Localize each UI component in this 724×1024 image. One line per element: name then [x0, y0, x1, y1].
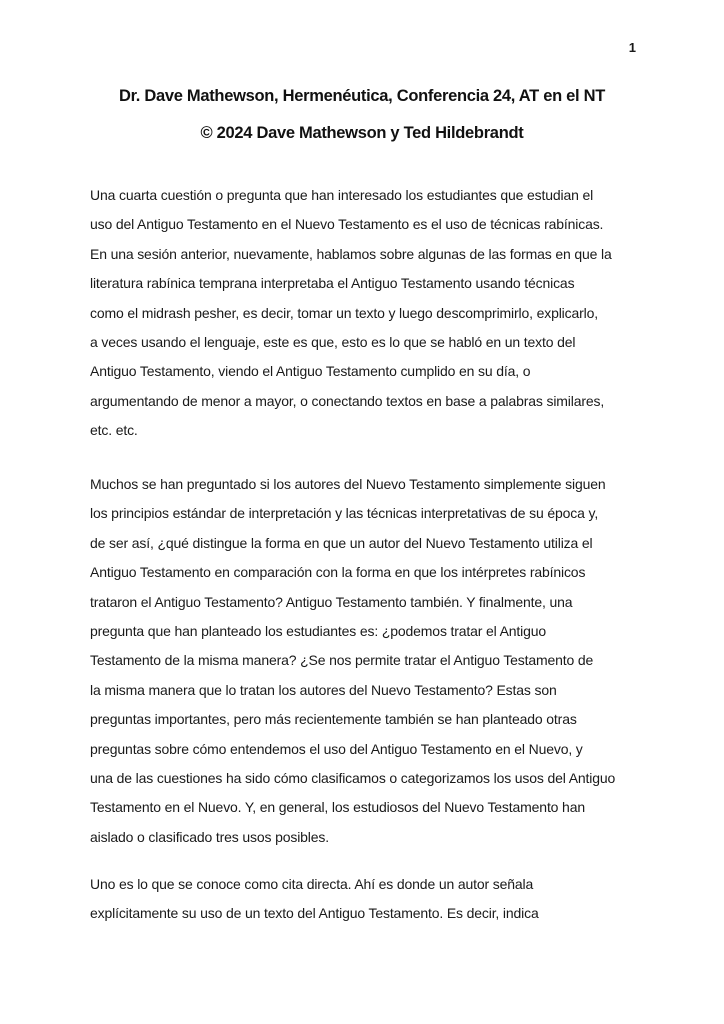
page-number: 1	[628, 40, 636, 55]
paragraph-2-line: Antiguo Testamento en comparación con la forma en que los intérpretes rabínicos	[90, 564, 586, 581]
paragraph-2-line: una de las cuestiones ha sido cómo clasificamos o categorizamos los usos del Antiguo	[90, 769, 616, 786]
paragraph-2-line: preguntas sobre cómo entendemos el uso del Antiguo Testamento en el Nuevo, y	[90, 740, 583, 757]
paragraph-2-line: los principios estándar de interpretación y las técnicas interpretativas de su época y,	[90, 505, 599, 522]
paragraph-2-line: pregunta que han planteado los estudiantes es: ¿podemos tratar el Antiguo	[90, 622, 547, 639]
paragraph-1	[90, 181, 650, 446]
paragraph-1-line: uso del Antiguo Testamento en el Nuevo Testamento es el uso de técnicas rabínicas.	[90, 216, 604, 233]
paragraph-2-line: preguntas importantes, pero más recientemente también se han planteado otras	[90, 711, 577, 728]
paragraph-2-line: de ser así, ¿qué distingue la forma en que un autor del Nuevo Testamento utiliza el	[90, 534, 593, 551]
paragraph-3-line: explícitamente su uso de un texto del Antiguo Testamento. Es decir, indica	[90, 905, 539, 922]
document-title: Dr. Dave Mathewson, Hermenéutica, Conferencia 24, AT en el NT	[118, 87, 605, 105]
paragraph-1-line: como el midrash pesher, es decir, tomar un texto y luego descomprimirlo, explicarlo,	[90, 304, 598, 321]
paragraph-2-line: la misma manera que lo tratan los autores del Nuevo Testamento? Estas son	[90, 681, 557, 698]
paragraph-1-line: argumentando de menor a mayor, o conectando textos en base a palabras similares,	[90, 392, 605, 409]
paragraph-3-line: Uno es lo que se conoce como cita directa. Ahí es donde un autor señala	[90, 876, 534, 892]
paragraph-1-line: Antiguo Testamento, viendo el Antiguo Testamento cumplido en su día, o	[90, 363, 531, 380]
paragraph-1-line: etc. etc.	[90, 422, 138, 439]
paragraph-2-line: trataron el Antiguo Testamento? Antiguo Testamento también. Y finalmente, una	[90, 593, 573, 610]
paragraph-2-line: Testamento en el Nuevo. Y, en general, los estudiosos del Nuevo Testamento han	[90, 799, 585, 816]
paragraph-2-line: Testamento de la misma manera? ¿Se nos permite tratar el Antiguo Testamento de	[90, 652, 594, 669]
paragraph-1-line: En una sesión anterior, nuevamente, hablamos sobre algunas de las formas en que la	[90, 245, 612, 262]
paragraph-1-line: a veces usando el lenguaje, este es que, esto es lo que se habló en un texto del	[90, 333, 576, 350]
paragraph-2-line: aislado o clasificado tres usos posibles.	[90, 828, 329, 845]
paragraph-1-line: Una cuarta cuestión o pregunta que han interesado los estudiantes que estudian el	[90, 187, 594, 203]
paragraph-3	[90, 870, 650, 929]
document-copyright: © 2024 Dave Mathewson y Ted Hildebrandt	[200, 124, 524, 142]
paragraph-2	[90, 470, 650, 852]
paragraph-2-line: Muchos se han preguntado si los autores del Nuevo Testamento simplemente siguen	[90, 476, 606, 492]
paragraph-1-line: literatura rabínica temprana interpretaba el Antiguo Testamento usando técnicas	[90, 275, 575, 292]
